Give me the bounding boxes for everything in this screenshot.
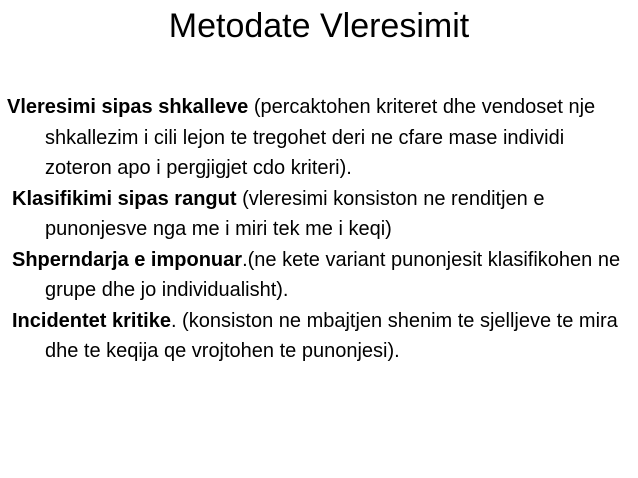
method-term: Vleresimi sipas shkalleve xyxy=(7,96,249,118)
method-list xyxy=(0,92,630,367)
slide-title: Metodate Vleresimit xyxy=(168,7,470,45)
method-description: (percaktohen kriteret dhe vendoset nje shkallezim i cili lejon te tregohet deri ne cfare mase individi zoteron apo i pergjigjet cdo kriteri). xyxy=(45,96,596,179)
method-description: (vleresimi konsiston ne renditjen e punonjesve nga me i miri tek me i keqi) xyxy=(45,187,545,240)
method-term: Incidentet kritike xyxy=(12,309,171,332)
method-term: Shperndarja e imponuar xyxy=(12,248,243,271)
method-term: Klasifikimi sipas rangut xyxy=(12,187,237,210)
method-description: .(ne kete variant punonjesit klasifikohen ne grupe dhe jo individualisht). xyxy=(45,248,621,301)
method-item-forced-distribution xyxy=(0,245,630,306)
method-item-critical-incidents xyxy=(0,306,630,367)
method-item-ranking xyxy=(0,184,630,245)
method-description: . (konsiston ne mbajtjen shenim te sjelljeve te mira dhe te keqija qe vrojtohen te punonjesi). xyxy=(45,309,618,362)
method-item-rating-scale xyxy=(0,92,630,184)
